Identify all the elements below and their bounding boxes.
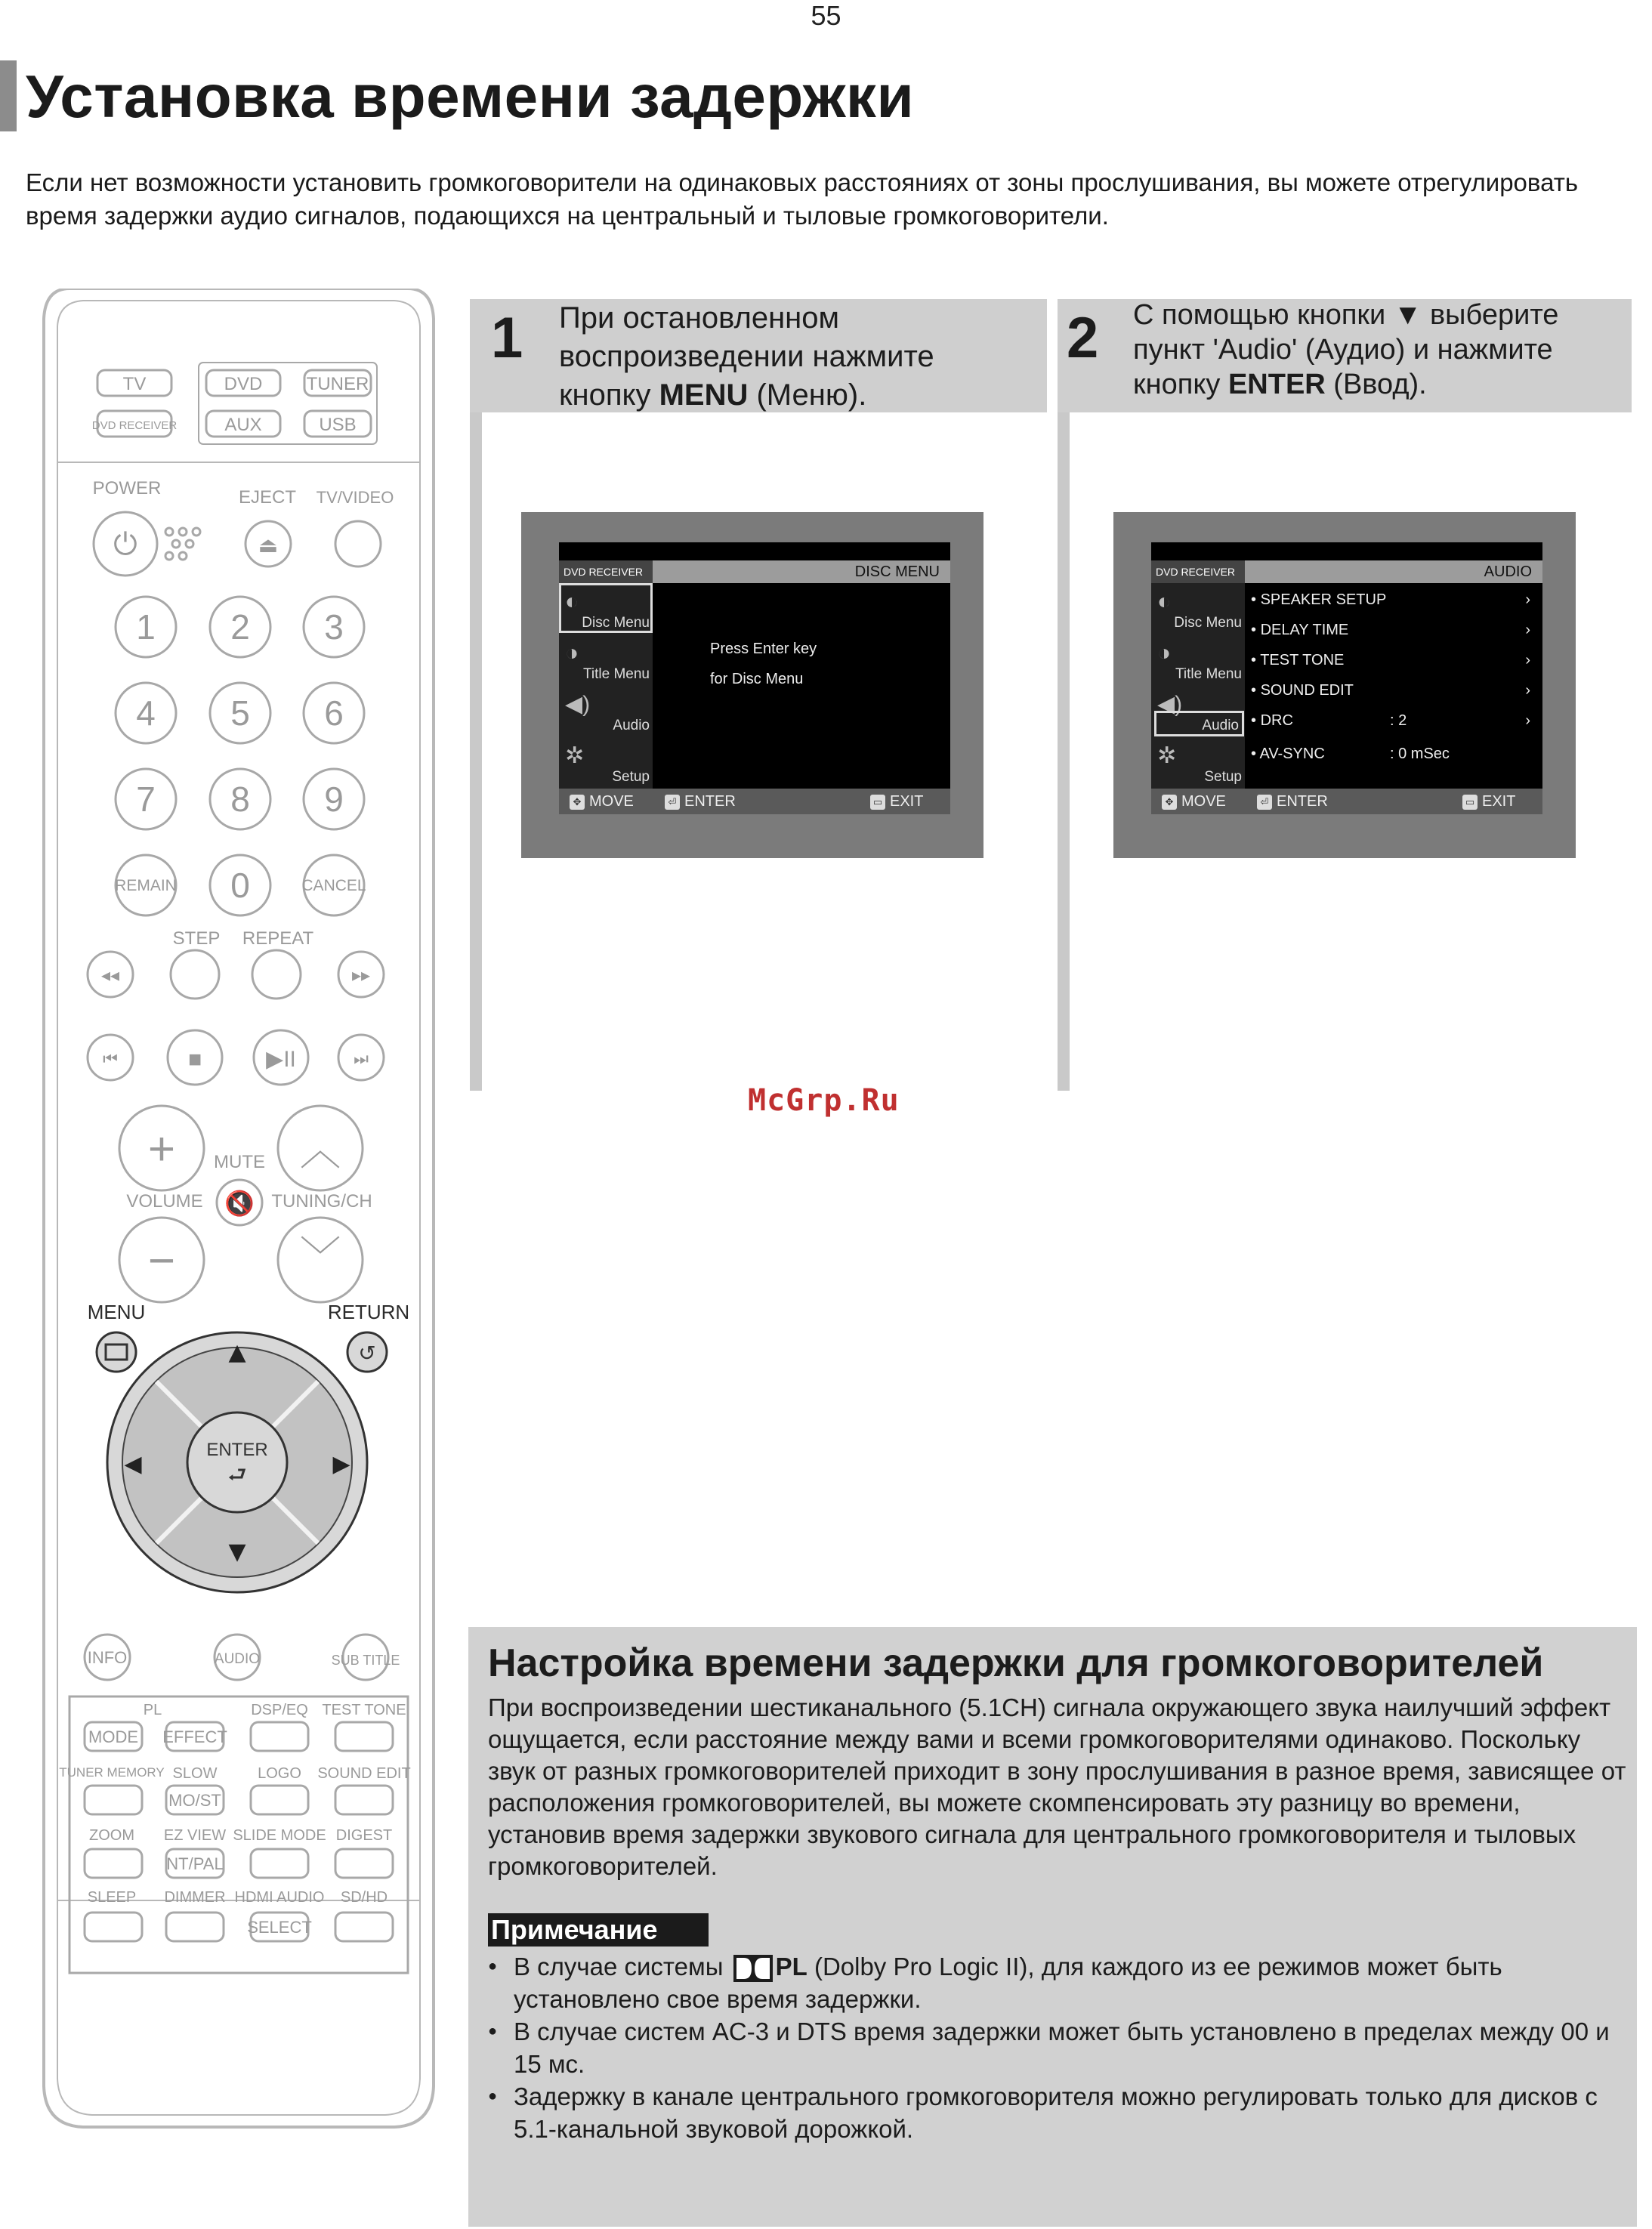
step-1-text [559, 299, 1027, 415]
enter-key-icon: ⏎ [1257, 795, 1272, 810]
nav-down-icon: ▼ [228, 1539, 246, 1565]
remote-logo-label: LOGO [258, 1765, 301, 1782]
screen-1-message-2: for Disc Menu [710, 671, 804, 687]
remote-digest-label: DIGEST [335, 1827, 393, 1844]
remote-aux-label: AUX [224, 415, 262, 435]
screen-1-footer-enter: ⏎ ENTER [665, 793, 736, 810]
screen-2-topbar [1151, 542, 1542, 560]
screen-1-display [559, 542, 950, 814]
screen-1-topbar [559, 542, 950, 560]
screen-2-item-drc[interactable]: • DRC : 2 › [1251, 707, 1538, 734]
step-1-divider [470, 412, 482, 1091]
page-number: 55 [811, 0, 841, 31]
chevron-right-icon: › [1525, 712, 1530, 729]
section-body: При воспроизведении шестиканального (5.1CH) сигнала окружающего звука наилучший эффект ощущается, если расстояние между вами и всеми громкоговорителями одинаково. Поскольку звук от разных громкоговорителей приходит в зону прослушивания в разное время, зависящее от расположения громкоговорителей, вы можете скомпенсировать эту разницу во времени, установив время задержки звукового сигнала для центрального громкоговорителя и тыловых громкоговорителей. [488, 1693, 1626, 1880]
remote-tuner-label: TUNER [306, 374, 369, 394]
remote-slow-label: SLOW [172, 1765, 218, 1782]
remote-hdmiaudio-label: HDMI AUDIO [234, 1889, 325, 1906]
step-1-text-a: При остановленном воспроизведении нажмите кнопку [559, 301, 934, 412]
remote-step-label: STEP [172, 928, 221, 949]
speaker-icon: ◀) [565, 692, 591, 717]
step-1-screen [521, 512, 983, 858]
screen-1-side-disc-menu[interactable]: ◐ Disc Menu [559, 583, 653, 633]
nav-up-icon: ▲ [228, 1339, 246, 1366]
remote-sleep-label: SLEEP [87, 1889, 137, 1906]
screen-2-side-disc-menu[interactable]: ◐ Disc Menu [1157, 589, 1242, 631]
remote-digit-8: 8 [230, 780, 250, 819]
screen-2-footer [1151, 789, 1542, 814]
chevron-right-icon: › [1525, 652, 1530, 668]
step-2-screen [1113, 512, 1576, 858]
enter-key-icon: ⏎ [665, 795, 680, 810]
stop-icon: ■ [187, 1047, 202, 1072]
remote-ntpal-label: NT/PAL [166, 1854, 224, 1873]
remote-tvvideo-label: TV/VIDEO [316, 488, 394, 507]
screen-1-footer [559, 789, 950, 814]
remote-remain-label: REMAIN [115, 877, 177, 894]
step-2-key: ENTER [1227, 369, 1326, 400]
previous-icon: ⏮ [103, 1049, 118, 1068]
move-icon: ✥ [570, 795, 585, 810]
screen-2-menu-list [1245, 583, 1542, 789]
remote-dspeq-label: DSP/EQ [251, 1702, 308, 1718]
remote-pl-label: PL [143, 1702, 162, 1718]
screen-2-brand: DVD RECEIVER [1151, 560, 1245, 583]
remote-audio-label: AUDIO [214, 1651, 261, 1667]
section-title: Настройка времени задержки для громкоговорителей [488, 1641, 1544, 1685]
screen-1-side-audio[interactable]: ◀) Audio [565, 692, 650, 733]
remote-eject-label: EJECT [238, 487, 297, 508]
remote-subtitle-label: SUB TITLE [331, 1653, 400, 1668]
remote-power-label: POWER [92, 478, 162, 499]
step-2-text-a: С помощью кнопки ▼ выберите пункт 'Audio' (Аудио) и нажмите кнопку [1133, 299, 1559, 400]
remote-volume-label: VOLUME [126, 1191, 203, 1212]
screen-1-side-setup[interactable]: ✲ Setup [565, 743, 650, 785]
screen-2-sidebar [1151, 583, 1245, 789]
remote-slidemode-label: SLIDE MODE [233, 1827, 326, 1844]
fast-forward-icon: ▸▸ [351, 965, 371, 986]
chevron-right-icon: › [1525, 591, 1530, 608]
play-pause-icon: ▶II [266, 1047, 296, 1072]
note-list [488, 1950, 1629, 2145]
screen-2-side-audio[interactable]: ◀) Audio [1151, 686, 1245, 736]
screen-2-footer-move: ✥ MOVE [1162, 793, 1226, 810]
screen-1-footer-move: ✥ MOVE [570, 793, 634, 810]
remote-zoom-label: ZOOM [89, 1827, 134, 1844]
exit-icon: ▭ [870, 795, 885, 810]
screen-1-header [559, 560, 950, 583]
remote-dvd-receiver-label: DVD RECEIVER [91, 419, 178, 432]
remote-cancel-label: CANCEL [301, 877, 366, 894]
remote-digit-6: 6 [324, 693, 344, 733]
nav-right-icon: ▶ [332, 1451, 350, 1477]
remote-digit-9: 9 [324, 780, 344, 819]
screen-1-footer-exit: ▭ EXIT [870, 793, 923, 810]
title-icon: ◑ [1157, 641, 1172, 665]
return-icon: ↺ [358, 1341, 376, 1366]
remote-effect-label: EFFECT [162, 1727, 227, 1746]
screen-1-brand: DVD RECEIVER [559, 560, 653, 583]
remote-tv-label: TV [122, 374, 147, 394]
remote-select-label: SELECT [247, 1918, 312, 1937]
remote-ezview-label: EZ VIEW [163, 1827, 227, 1844]
step-2-text-b: (Ввод). [1325, 369, 1427, 400]
step-1-key: MENU [659, 378, 749, 412]
remote-digit-4: 4 [136, 693, 156, 733]
screen-2-item-speaker-setup[interactable]: • SPEAKER SETUP › [1251, 586, 1538, 613]
note-heading: Примечание [488, 1913, 709, 1947]
remote-enter-label: ENTER [206, 1440, 268, 1460]
screen-2-footer-exit: ▭ EXIT [1462, 793, 1515, 810]
screen-2-item-sound-edit[interactable]: • SOUND EDIT › [1251, 677, 1538, 704]
remote-menu-label: MENU [87, 1301, 146, 1323]
remote-return-label: RETURN [327, 1301, 410, 1323]
gear-icon: ✲ [565, 743, 585, 768]
remote-usb-label: USB [319, 415, 357, 435]
remote-digit-3: 3 [324, 607, 344, 647]
step-2-divider [1058, 412, 1070, 1091]
move-icon: ✥ [1162, 795, 1177, 810]
screen-2-item-test-tone[interactable]: • TEST TONE › [1251, 647, 1538, 674]
step-2-number: 2 [1067, 306, 1099, 370]
chevron-right-icon: › [1525, 682, 1530, 699]
step-1-text-b: (Меню). [748, 378, 867, 412]
remote-control [39, 289, 438, 2129]
note-item-1: ● В случае системы PL (Dolby Pro Logic II), для каждого из ее режимов может быть установлено свое время задержки. [488, 1950, 1629, 2015]
remote-tunermemory-label: TUNER MEMORY [59, 1765, 165, 1780]
intro-paragraph: Если нет возможности установить громкоговорители на одинаковых расстояниях от зоны прослушивания, вы можете отрегулировать время задержки аудио сигналов, подающихся на центральный и тыловые громкоговорители. [26, 168, 1579, 230]
screen-1-sidebar [559, 583, 653, 789]
remote-digit-5: 5 [230, 693, 250, 733]
mute-icon: 🔇 [224, 1190, 255, 1217]
dolby-logo-icon [733, 1955, 773, 1982]
tuning-up-icon: ︿ [300, 1128, 341, 1174]
remote-soundedit-label: SOUND EDIT [317, 1765, 411, 1782]
exit-icon: ▭ [1462, 795, 1478, 810]
gear-icon: ✲ [1157, 743, 1177, 768]
note-item-3: ● Задержку в канале центрального громкоговорителя можно регулировать только для дисков с 5.1-канальной звуковой дорожкой. [488, 2080, 1629, 2145]
remote-mute-label: MUTE [214, 1152, 265, 1172]
volume-down-icon: − [147, 1235, 176, 1287]
remote-most-label: MO/ST [168, 1791, 221, 1810]
disc-icon: ◐ [1157, 589, 1172, 614]
screen-1-title: DISC MENU [854, 563, 940, 580]
title-accent-bar [0, 60, 17, 131]
remote-mode-label: MODE [88, 1727, 138, 1746]
screen-2-side-setup[interactable]: ✲ Setup [1157, 743, 1242, 785]
enter-icon: ⮐ [227, 1462, 247, 1487]
screen-2-footer-enter: ⏎ ENTER [1257, 793, 1328, 810]
screen-2-display [1151, 542, 1542, 814]
screen-2-header [1151, 560, 1542, 583]
note-item-2: ● В случае систем AC-3 и DTS время задержки может быть установлено в пределах между 00 и 15 мс. [488, 2015, 1629, 2080]
screen-1-message-1: Press Enter key [710, 641, 817, 657]
remote-testtone-label: TEST TONE [322, 1702, 406, 1718]
speaker-icon: ◀) [1157, 692, 1183, 717]
screen-1-side-title-menu[interactable]: ◑ Title Menu [565, 641, 650, 682]
remote-digit-0: 0 [230, 866, 250, 905]
remote-repeat-label: REPEAT [242, 928, 314, 949]
watermark: McGrp.Ru [748, 1083, 900, 1118]
remote-digit-1: 1 [136, 607, 156, 647]
tuning-down-icon: ﹀ [300, 1234, 341, 1280]
screen-2-item-delay-time[interactable]: • DELAY TIME › [1251, 616, 1538, 644]
nav-left-icon: ◀ [124, 1451, 142, 1477]
remote-digit-7: 7 [136, 780, 156, 819]
step-1-number: 1 [491, 306, 523, 370]
eject-icon: ⏏ [258, 533, 279, 557]
volume-up-icon: + [147, 1123, 176, 1175]
screen-2-item-av-sync[interactable]: • AV-SYNC : 0 mSec [1251, 746, 1450, 762]
title-icon: ◑ [565, 641, 579, 665]
disc-icon: ◐ [565, 589, 579, 614]
remote-sdhd-label: SD/HD [340, 1889, 388, 1906]
page-title: Установка времени задержки [26, 63, 915, 130]
power-icon: ⏻ [113, 528, 137, 561]
chevron-right-icon: › [1525, 622, 1530, 638]
remote-dimmer-label: DIMMER [164, 1889, 226, 1906]
remote-info-label: INFO [87, 1648, 128, 1667]
remote-digit-2: 2 [230, 607, 250, 647]
next-icon: ⏭ [354, 1049, 369, 1068]
remote-tuning-label: TUNING/CH [271, 1191, 372, 1212]
rewind-icon: ◂◂ [100, 965, 120, 986]
step-2-text [1133, 298, 1616, 402]
screen-2-side-title-menu[interactable]: ◑ Title Menu [1157, 641, 1242, 682]
screen-2-title: AUDIO [1484, 563, 1532, 580]
remote-dvd-label: DVD [224, 374, 263, 394]
screen-1-content [653, 583, 950, 789]
